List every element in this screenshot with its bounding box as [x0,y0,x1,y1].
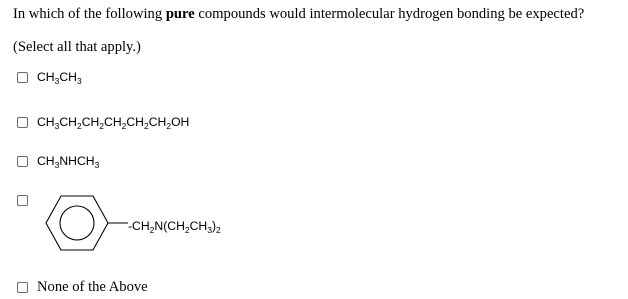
formula-group-4: CH [126,115,144,129]
formula-group-3: CH [104,115,122,129]
formula-subscript-3: 2 [121,121,127,131]
formula-group-0: CH [37,70,55,84]
instruction-text: (Select all that apply.) [13,39,141,55]
formula-subscript-0: 3 [54,121,60,131]
formula-group-3: ) [211,219,217,233]
formula-group-1: N(CH [154,219,185,233]
option-label-4 [128,219,221,233]
formula-subscript-1: 3 [76,76,82,86]
formula-subscript-4: 2 [143,121,149,131]
question-text-start: In which of the following [13,6,166,22]
formula-group-0: -CH [128,219,150,233]
formula-group-1: NHCH [59,154,95,168]
option-checkbox-2[interactable] [17,117,28,128]
formula-subscript-0: 3 [54,160,60,170]
formula-subscript-1: 2 [184,225,190,235]
formula-group-2: CH [189,219,208,233]
formula-subscript-2: 2 [99,121,105,131]
formula-group-0: CH [37,154,55,168]
option-checkbox-5[interactable] [17,282,28,293]
option-label-3 [37,154,99,168]
formula-group-6: OH [171,115,190,129]
option-checkbox-1[interactable] [17,72,28,83]
formula-subscript-3: 2 [216,225,221,235]
formula-group-1: CH [59,115,77,129]
option-checkbox-3[interactable] [17,156,28,167]
option-label-2 [37,115,189,129]
question-text-end: compounds would intermolecular hydrogen bonding be expected? [194,6,585,22]
formula-group-2: CH [81,115,100,129]
option-checkbox-4[interactable] [17,195,28,206]
benzene-aromatic-circle [60,206,94,240]
option-label-1 [37,70,82,84]
formula-group-1: CH [59,70,77,84]
formula-subscript-1: 3 [94,160,100,170]
formula-group-0: CH [37,115,55,129]
question-text [13,6,584,23]
benzene-ring-outline [46,196,108,250]
formula-subscript-5: 2 [166,121,172,131]
formula-subscript-1: 2 [76,121,82,131]
option-label-5: None of the Above [37,279,148,295]
formula-subscript-2: 3 [207,225,212,235]
formula-subscript-0: 3 [54,76,60,86]
question-emphasis: pure [165,6,195,22]
formula-group-5: CH [148,115,167,129]
formula-subscript-0: 2 [149,225,155,235]
benzene-ring-structure [36,192,136,254]
